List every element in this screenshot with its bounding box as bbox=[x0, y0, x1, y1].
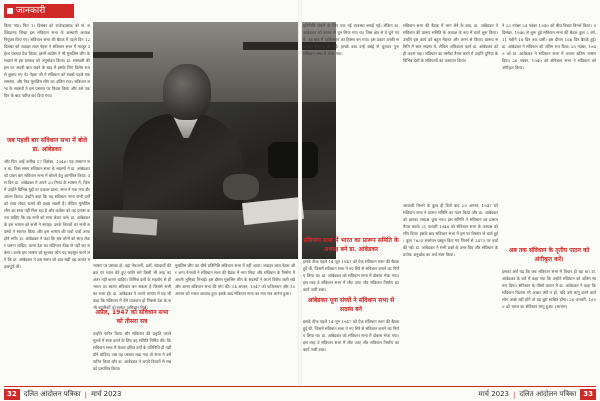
photo-shelf bbox=[93, 52, 153, 58]
column-6-bottom: इसका अर्थ यह कि जब संविधान सभा में विचार हो रहा था। डा. आंबेडकर के बारे में कहा गया कि उन्होंने संविधान को अंतिम स्वरूप दिया। संविधान के तीसरे वाचन में डा. आंबेडकर ने कहा कि संविधान कितना भी अच्छा क्यों न हो, यदि उसे लागू करने वाले लोग अच्छे नहीं होंगे तो वह बुरा साबित होगा। 26 जनवरी, 1950 को भारत का संविधान लागू हुआ। (साभार) bbox=[502, 269, 596, 309]
column-4-top: प्रतिनिधि रोकने के लिए एक नई व्यवस्था बनाई गई। लेकिन डा. आंबेडकर को बंगाल से चुन लिया गया था। जिस क्षेत्र से वे चुने गए थे, वह बाद में पाकिस्तान का हिस्सा बन गया। इस प्रकार उनकी सदस्यता समाप्त हो गई। इसके बाद उन्हें बंबई से चुनकर पुनः संविधान सभा में भेजा गया। bbox=[303, 23, 399, 56]
section-label bbox=[4, 4, 74, 18]
heading-third-reading: अब तक संविधान के तृतीय पाठन को अंगीकृत करें। bbox=[508, 247, 590, 263]
column-2-top: भाषण पर प्रस्ताव हो, वहां नेकजनों, दलों, संप्रदायों की ब्रज पर ध्यान देते हुए जाति धर्म किसी भी तरह का अंतर नहीं करना चाहिए। विभिन्न दलों के सहयोग से ही भारत का स्वतंत्र संविधान बन सकता है जिससे सभी का भला हो। डा. आंबेडकर ने अपने भाषण में यह भी कहा कि संविधान में ऐसे प्रावधान हों जिससे देश के सभी नागरिकों को समान अधिकार मिलें। bbox=[93, 263, 171, 310]
column-3: मुसलिम लीग का चौथे प्रतिनिधि संविधान सभा में नहीं आया। जवाहर लाल नेहरू और अन्य नेताओं ने संविधान सभा की बैठक में भाग लिया और संविधान के निर्माण में अपनी भूमिका निभाई। इस दौरान मुसलिम लीग के सदस्यों ने अपने विरोध जारी रखे और अलग संविधान सभा की मांग की। 14 अगस्त, 1947 को पाकिस्तान और 15 अगस्त को भारत आजाद हुए। इसके बाद संविधान सभा का नया सत्र आरंभ हुआ। bbox=[175, 263, 295, 296]
heading-poona-member: आंबेडकर पूना संघ्यों ने संविधान सभा से सदस्य बने bbox=[307, 297, 395, 313]
heading-first-speech: जब पहली बार संविधान सभा में बोले डा. आंबेडकर bbox=[6, 137, 88, 153]
footer-left bbox=[4, 389, 121, 400]
section-bullet-icon bbox=[7, 8, 13, 14]
magazine-title-right: दलित आंदोलन पत्रिका bbox=[519, 390, 577, 398]
photo-paper bbox=[112, 216, 157, 235]
column-1-bottom: और फिर आई तारीख 17 दिसंबर, 1946। यह सामान्य सत्र था, जिस समय संविधान सभा के सदस्यों ने डा. आंबेडकर को प्रथम बार संविधान सभा में बोलने हेतु आमंत्रित किया। उस दिन डा. आंबेडकर ने अपने 20 मिनट के भाषण में, जिसमें उन्होंने विभिन्न मुद्दों पर प्रकाश डाला, सभा में एक नया दौर आरंभ किया। उन्होंने कहा कि यह संविधान सभा सभी वर्गों को साथ लेकर चलने की इच्छा रखती है। लेकिन मुसलिम लीग का साथ नहीं मिल रहा है और कांग्रेस को यह प्रयास करना चाहिए कि वह सभी को साथ लेकर चले। डा. आंबेडकर के इस भाषण को सभी ने सराहा। उनके विचारों का सभी सदस्यों ने स्वागत किया और इस भाषण की चर्चा चारों तरफ होने लगी। डा. आंबेडकर ने कहा कि सब लोगों को साथ लेकर चलना चाहिए, वरना देश का संविधान ठीक से नहीं बन सकेगा। उनके इस भाषण को सुनकर लोग यह महसूस करने लगे कि डा. आंबेडकर ने उस समय जो बात रखी वह अत्यंत महत्वपूर्ण थी। bbox=[4, 159, 90, 269]
heading-april-1947: अप्रैल, 1947 को संविधान सभा को तीसरा सत्र bbox=[95, 309, 169, 325]
column-4-middle: इसके ठीक पहले 14 जून 1947 को ऐक संविधान सभा की बैठक हुई थी, जिसमें संविधान सभा ने नए सिरे से संविधान बनाने का निर्णय लिया था। डा. आंबेडकर को संविधान सभा में दोबारा भेजा गया। इस तरह वे संविधान सभा में लौट आए और संविधान निर्माण का कार्य जारी रखा। bbox=[303, 259, 399, 292]
heading-drafting-committee: संविधान सभा में भारत का प्रारूप समिति के अध्यक्ष बने डा. आंबेडकर bbox=[303, 237, 399, 253]
page-number-right: 33 bbox=[580, 389, 596, 400]
section-label-text: जानकारी bbox=[16, 6, 46, 16]
page-footer bbox=[0, 385, 600, 401]
footer-rule bbox=[4, 386, 596, 387]
footer-separator-left: | bbox=[84, 390, 87, 399]
issue-date-left: मार्च 2023 bbox=[90, 390, 122, 398]
page-number-left: 32 bbox=[4, 389, 20, 400]
footer-separator-right: | bbox=[513, 390, 516, 399]
column-1-top: किया गया। फिर 1। दिसंबर को राजेन्द्रप्रसाद को सं. सच्चिदानंद सिन्हा इस संविधान सभा के अस्थायी अध्यक्ष नियुक्त किए गए। संविधान सभा की बैठक में पहले दिन 12 दिसंबर को जवाहर लाल नेहरू ने संविधान सभा में मशहूर उद्देश्य प्रस्ताव पेश किया। इसमें कांग्रेस ने भी मुसलिम लीग के सदस्य से इस प्रस्ताव को अनुमोदन किया। डा. सरस्वती की इस पर अपनी बात रखने के बाद में इसके लिए विशेष रूप से बुलाए गए थे। नेहरू जी ने संविधान को सबसे पहले एक समस्या, और फिर मुसलिम लीग का अंतिम राज। संविधान सभा के सदस्यों ने इस प्रस्ताव पर विचार किया और उसे एक दिन के बाद पारित कर दिया गया। bbox=[4, 23, 90, 98]
page-gutter bbox=[298, 0, 302, 385]
issue-date-right: मार्च 2023 bbox=[478, 390, 510, 398]
column-5-bottom: आजादी मिलने के कुछ ही दिनों बाद 29 अगस्त, 1947 को संविधान सभा ने प्रारूप समिति का गठन किया और डा. आंबेडकर को इसका अध्यक्ष चुना गया। इस समिति ने संविधान का प्रारूप तैयार करके 21 फरवरी 1948 को संविधान सभा के अध्यक्ष को सौंप दिया। इसके बाद संविधान सभा में इस पर विस्तार से चर्चा हुई। कुल 7635 संशोधन प्रस्तुत किए गए जिनमें से 2473 पर चर्चा की गई। डा. आंबेडकर ने सभी प्रश्नों के उत्तर दिए और संविधान के प्रत्येक अनुच्छेद का अर्थ स्पष्ट किया। bbox=[403, 203, 498, 257]
column-2-bottom: उन्होंने पारित किया और संविधान की प्रकृति अपने मूल्यों में स्पष्ट करने के लिए वह समिति निर्मित की। कि संविधान सभा में केवल दलित वर्गों के प्रतिनिधि ही नहीं होने चाहिए। जब यह प्रस्ताव रखा गया तो सभा ने उसे पारित किया और डा. आंबेडकर ने अपने विचारों से सबको प्रभावित किया। bbox=[93, 331, 171, 371]
photo-figure-head bbox=[163, 64, 211, 120]
column-6-top: ने 23 नवंबर 24 नवंबर 1949 को बीच विचार विमर्श किया। 9 दिसंबर, 1946 से शुरू हुई संविधान सभा की बैठक कुल 2 वर्ष, 11 महीने 18 दिन तक चली। इस दौरान 166 दिन बैठकें हुईं। डा. आंबेडकर ने संविधान को अंतिम रूप दिया। 25 नवंबर, 1949 को डा. आंबेडकर ने संविधान सभा में अपना अंतिम भाषण दिया। 26 नवंबर, 1949 को संविधान सभा ने संविधान को अंगीकृत किया। bbox=[502, 23, 596, 70]
photo-hand bbox=[223, 174, 259, 200]
column-5-top: संविधान सभा की बैठक में भाग लेने के बाद, डा. आंबेडकर ने संविधान की प्रारूप समिति के अध्यक्ष के रूप में कार्य शुरू किया। उन्होंने इस कार्य को बहुत मेहनत और लगन से किया। प्रारूप समिति में सात सदस्य थे, लेकिन अधिकतर कार्य डा. आंबेडकर को ही करना पड़ा। संविधान का मसौदा तैयार करने में उन्होंने दुनिया के विभिन्न देशों के संविधानों का अध्ययन किया। bbox=[403, 23, 498, 63]
column-4-bottom: इसके ठीक पहले 14 जून 1947 को ऐक संविधान सभा की बैठक हुई थी, जिसमें संविधान सभा ने नए सिरे से संविधान बनाने का निर्णय लिया था। डा. आंबेडकर को संविधान सभा में दोबारा भेजा गया। इस तरह वे संविधान सभा में लौट आए और संविधान निर्माण का कार्य जारी रखा। bbox=[303, 319, 399, 352]
footer-right bbox=[479, 389, 596, 400]
magazine-title-left: दलित आंदोलन पत्रिका bbox=[23, 390, 81, 398]
